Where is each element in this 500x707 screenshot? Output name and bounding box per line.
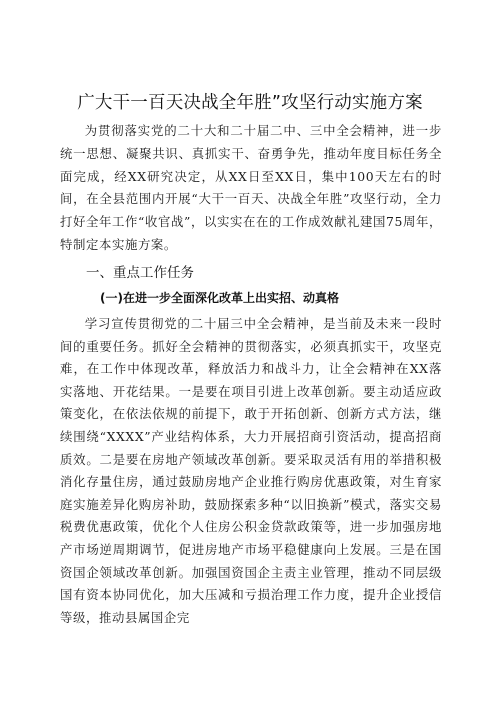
- section-heading: 一、重点工作任务: [86, 265, 194, 281]
- intro-paragraph: 为贯彻落实党的二十大和二十届二中、三中全会精神，进一步统一思想、凝聚共识、真抓实干、奋勇争先，推动年度目标任务全面完成，经XX研究决定，从XX日至XX日，集中100天左右的时间，在全县范围内开展“大干一百天、决战全年胜”攻坚行动，全力打好全年工作“收官战”，以实实在在的工作成效献礼建国75周年，特制定本实施方案。: [60, 123, 442, 252]
- document-title: 广大干一百天决战全年胜”攻坚行动实施方案: [77, 93, 423, 113]
- subsection-heading: (一)在进一步全面深化改革上出实招、动真格: [100, 291, 339, 305]
- body-paragraph: 学习宣传贯彻党的二十届三中全会精神，是当前及未来一段时间的重要任务。抓好全会精神的贯彻落实，必须真抓实干，攻坚克难，在工作中体现改革，释放活力和战斗力，让全会精神在XX落实落地、开花结果。一是要在项目引进上改革创新。要主动适应政策变化，在依法依规的前提下，敢于开拓创新、创新方式方法，继续围绕“XXXX”产业结构体系，大力开展招商引资活动，提高招商质效。二是要在房地产领域改革创新。要采取灵活有用的举措积极消化存量住房，通过鼓励房地产企业推行购房优惠政策，对生育家庭实施差异化购房补助，鼓励探索多种“以旧换新”模式，落实交易税费优惠政策，优化个人住房公积金贷款政策等，进一步加强房地产市场逆周期调节，促进房地产市场平稳健康向上发展。三是在国资国企领域改革创新。加强国资国企主责主业管理，推动不同层级国有资本协同优化，加大压减和亏损治理工作力度，提升企业授信等级，推动县属国企完: [60, 316, 442, 625]
